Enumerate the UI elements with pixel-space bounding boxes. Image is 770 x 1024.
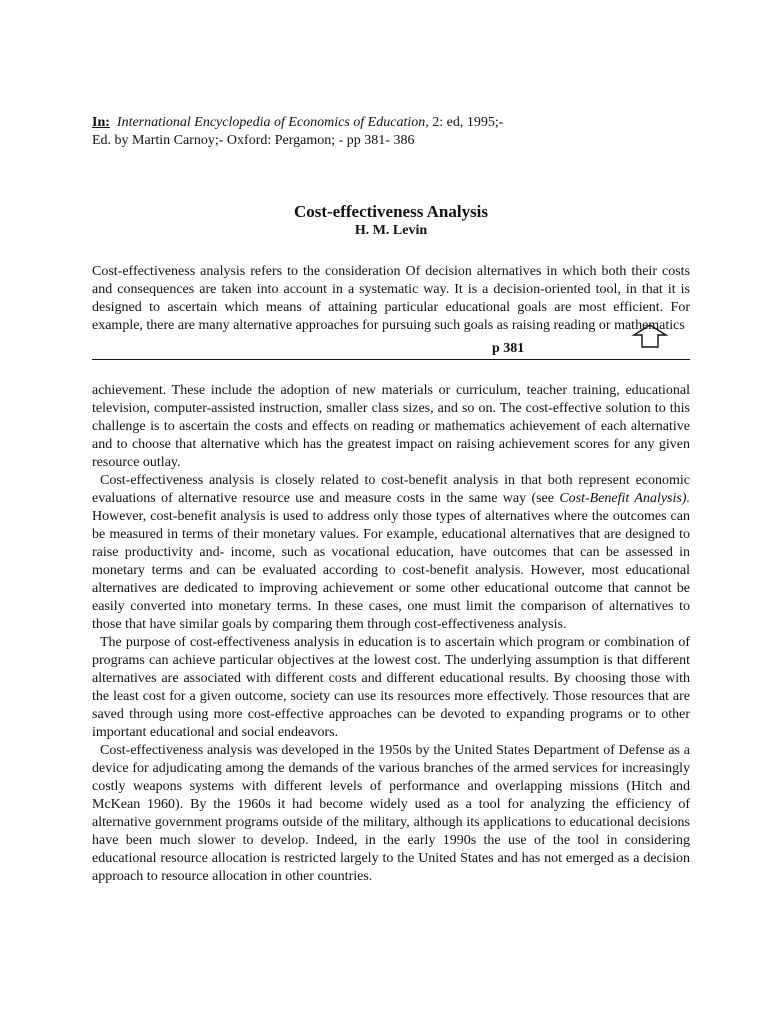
citation-editor-line: Ed. by Martin Carnoy;- Oxford: Pergamon; - pp 381- 386 xyxy=(92,133,415,148)
intro-paragraph: Cost-effectiveness analysis refers to the consideration Of decision alternatives in which both their costs and consequences are taken into account in a systematic way. It is a decision-oriented tool, in that it is designed to ascertain which means of attaining particular educational goals are most efficient. For example, there are many alternative approaches for pursuing such goals as raising reading or mathematics xyxy=(92,264,690,333)
paragraph-2-text-b: However, cost-benefit analysis is used to address only those types of alternatives where the outcomes can be measured in terms of their monetary values. For example, educational alternatives that are designed to raise productivity and- income, such as vocational education, have outcomes that can be assessed in monetary terms and can be evaluated according to cost-benefit analysis. However, most educational alternatives are dedicated to improving achievement or some other educational outcome that cannot be easily converted into monetary terms. In these cases, one must limit the comparison of alternatives to those that have similar goals by comparing them through cost-effectiveness analysis. xyxy=(92,509,690,632)
citation xyxy=(92,114,690,150)
article-author: H. M. Levin xyxy=(354,223,428,238)
paragraph-2 xyxy=(92,472,690,634)
citation-journal: International Encyclopedia of Economics of Education, xyxy=(116,115,429,130)
citation-in-label: In: xyxy=(92,115,110,130)
page-break xyxy=(92,329,690,360)
page-number: p 381 xyxy=(492,341,525,356)
document-page xyxy=(92,114,690,886)
article-title: Cost-effectiveness Analysis xyxy=(293,202,489,221)
citation-edition: 2: ed, 1995;- xyxy=(428,115,504,130)
paragraph-2-text-a: Cost-effectiveness analysis is closely related to cost-benefit analysis in that both represent economic evaluations of alternative resource use and measure costs in the same way (see xyxy=(92,473,690,506)
paragraph-3: The purpose of cost-effectiveness analysis in education is to ascertain which program or combination of programs can achieve particular objectives at the lowest cost. The underlying assumption is that different alternatives are associated with different costs and different educational results. By choosing those with the least cost for a given outcome, society can use its resources more effectively. Those resources that are saved through using more cost-effective approaches can be devoted to expanding programs or to other important educational and social endeavors. xyxy=(92,635,690,740)
article-body xyxy=(92,382,690,886)
paragraph-4: Cost-effectiveness analysis was developed in the 1950s by the United States Department of Defense as a device for adjudicating among the demands of the various branches of the armed services for increasingly costly weapons systems with different levels of performance and overlapping missions (Hitch and McKean 1960). By the 1960s it had become widely used as a tool for analyzing the efficiency of alternative government programs outside of the military, although its applications to educational decisions have been much slower to develop. Indeed, in the early 1990s the use of the tool in considering educational resource allocation is restricted largely to the United States and has not emerged as a decision approach to resource allocation in other countries. xyxy=(92,743,690,884)
up-arrow-icon[interactable] xyxy=(630,323,670,349)
paragraph-2-reference: Cost-Benefit Analysis). xyxy=(559,491,690,506)
paragraph-1: achievement. These include the adoption of new materials or curriculum, teacher training, educational television, computer-assisted instruction, smaller class sizes, and so on. The cost-effective solution to this challenge is to ascertain the costs and effects on reading or mathematics achievement of each alternative and to choose that alternative which has the greatest impact on raising achievement scores for any given resource outlay. xyxy=(92,383,690,470)
